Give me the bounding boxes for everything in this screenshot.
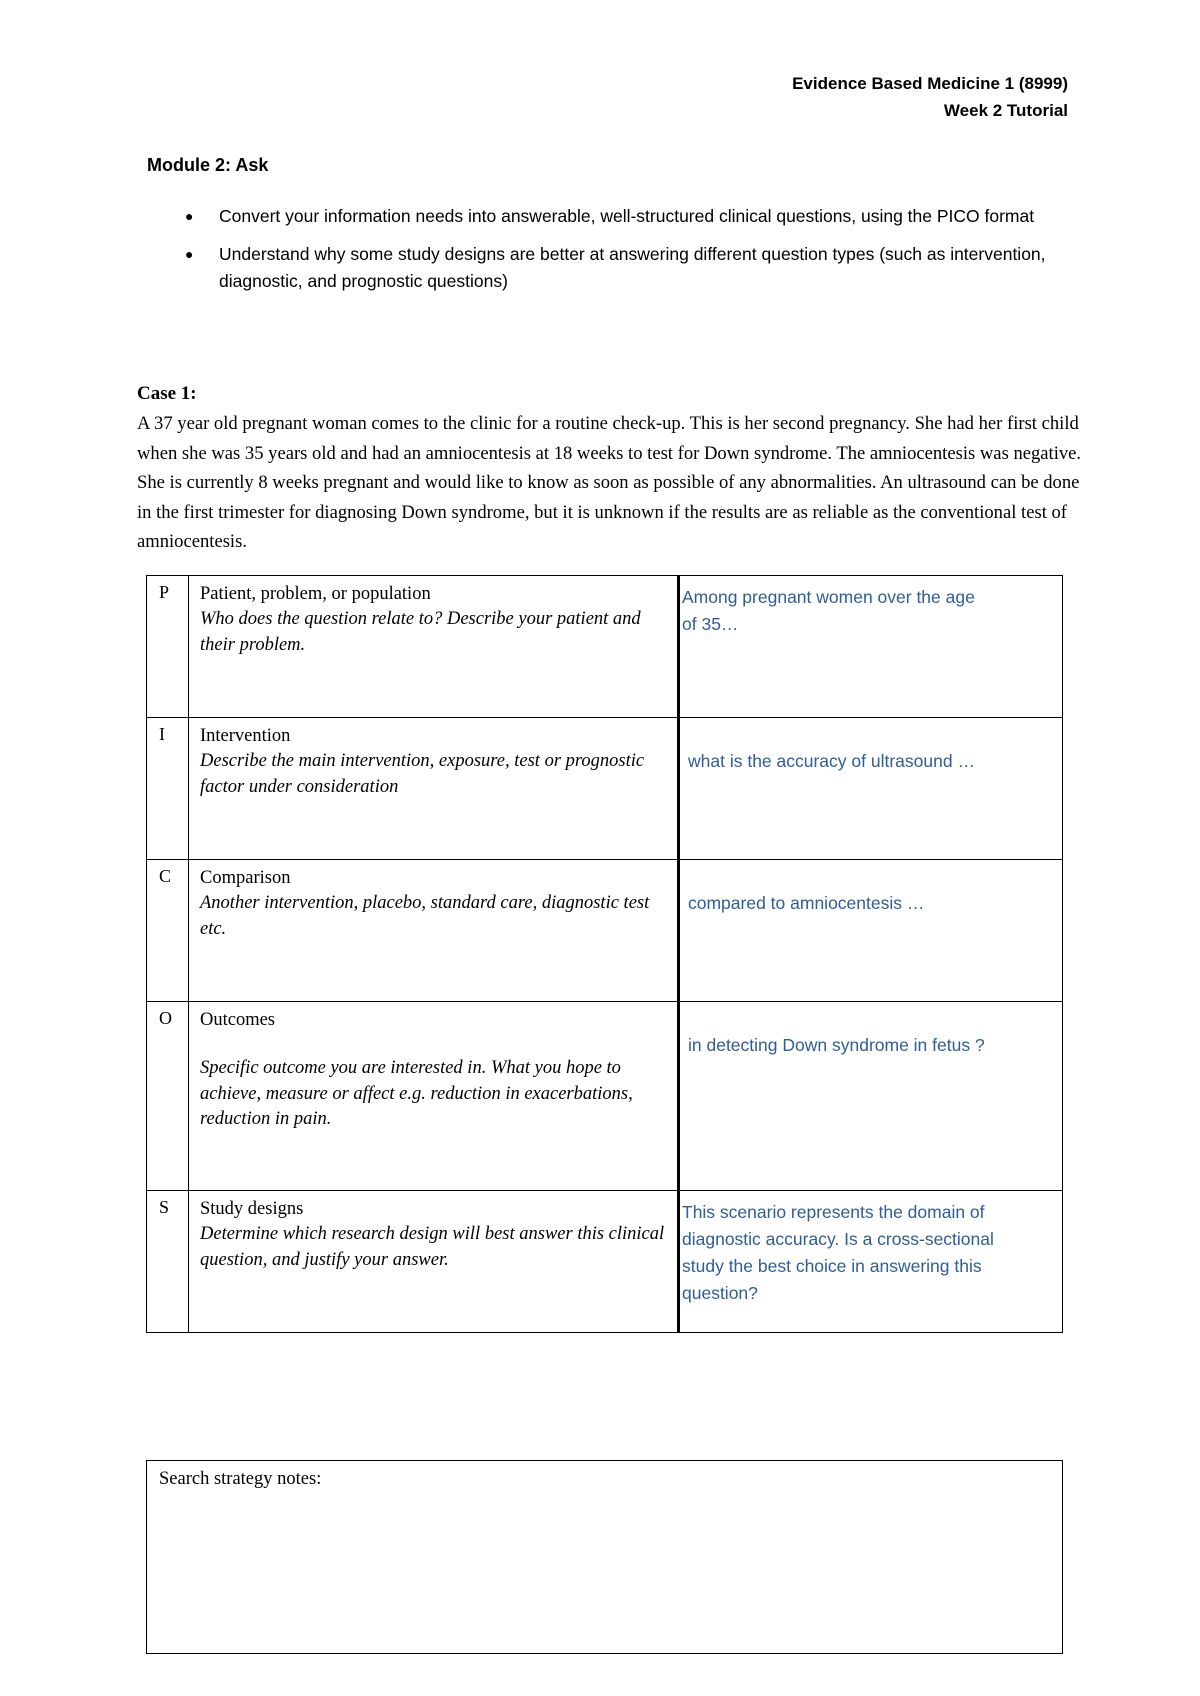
pico-hint: Describe the main intervention, exposure, test or prognostic factor under consideration — [200, 751, 645, 797]
pico-answer: compared to amniocentesis … — [688, 893, 925, 913]
pico-label: Study designs — [200, 1199, 304, 1219]
document-header — [792, 70, 1068, 124]
pico-row-c — [147, 860, 1063, 1002]
pico-hint: Who does the question relate to? Describe your patient and their problem. — [200, 609, 641, 655]
pico-letter: P — [147, 576, 189, 718]
objective-item — [185, 203, 1065, 230]
bullet-icon: ● — [185, 208, 194, 224]
pico-answer-cell[interactable] — [679, 1191, 1063, 1333]
module-title: Module 2: Ask — [147, 155, 269, 175]
pico-description — [189, 576, 679, 718]
course-title: Evidence Based Medicine 1 (8999) — [792, 74, 1068, 93]
pico-answer-cell[interactable] — [679, 576, 1063, 718]
pico-row-o — [147, 1002, 1063, 1191]
session-title: Week 2 Tutorial — [943, 101, 1068, 120]
pico-table — [146, 575, 1063, 1333]
learning-objectives — [185, 203, 1065, 306]
pico-letter: I — [147, 718, 189, 860]
pico-answer: This scenario represents the domain of diagnostic accuracy. Is a cross-sectional study the best choice in answering this question? — [682, 1202, 994, 1303]
pico-label: Intervention — [200, 726, 291, 746]
pico-description — [189, 1191, 679, 1333]
pico-letter: S — [147, 1191, 189, 1333]
pico-answer-cell[interactable] — [679, 718, 1063, 860]
pico-row-s — [147, 1191, 1063, 1333]
pico-label: Patient, problem, or population — [200, 584, 431, 604]
pico-description — [189, 718, 679, 860]
pico-label: Comparison — [200, 868, 291, 888]
notes-label: Search strategy notes: — [159, 1469, 322, 1489]
pico-answer: in detecting Down syndrome in fetus ? — [688, 1035, 985, 1055]
pico-answer: what is the accuracy of ultrasound … — [688, 751, 975, 771]
objective-text: Convert your information needs into answerable, well-structured clinical questions, using the PICO format — [219, 206, 1035, 226]
pico-answer-cell[interactable] — [679, 860, 1063, 1002]
pico-row-p — [147, 576, 1063, 718]
search-strategy-notes-box[interactable] — [146, 1460, 1063, 1654]
objective-text: Understand why some study designs are better at answering different question types (such as intervention, diagnostic, and prognostic questions) — [219, 244, 1046, 291]
pico-letter: C — [147, 860, 189, 1002]
pico-letter: O — [147, 1002, 189, 1191]
objective-item — [185, 241, 1065, 295]
pico-label: Outcomes — [200, 1010, 276, 1030]
pico-answer: Among pregnant women over the age of 35… — [682, 587, 975, 634]
bullet-icon: ● — [185, 246, 194, 262]
pico-hint: Determine which research design will best answer this clinical question, and justify your answer. — [200, 1224, 665, 1270]
pico-row-i — [147, 718, 1063, 860]
pico-description — [189, 860, 679, 1002]
pico-hint: Another intervention, placebo, standard care, diagnostic test etc. — [200, 893, 650, 939]
pico-answer-cell[interactable] — [679, 1002, 1063, 1191]
pico-hint: Specific outcome you are interested in. What you hope to achieve, measure or affect e.g. reduction in exacerbations, reduction in pain. — [200, 1058, 633, 1129]
pico-description — [189, 1002, 679, 1191]
case-title: Case 1: — [137, 383, 197, 404]
case-description: A 37 year old pregnant woman comes to the clinic for a routine check-up. This is her second pregnancy. She had her first child when she was 35 years old and had an amniocentesis at 18 weeks to test for Down syndrome. The amniocentesis was negative. She is currently 8 weeks pregnant and would like to know as soon as possible of any abnormalities. An ultrasound can be done in the first trimester for diagnosing Down syndrome, but it is unknown if the results are as reliable as the conventional test of amniocentesis. — [137, 413, 1082, 552]
